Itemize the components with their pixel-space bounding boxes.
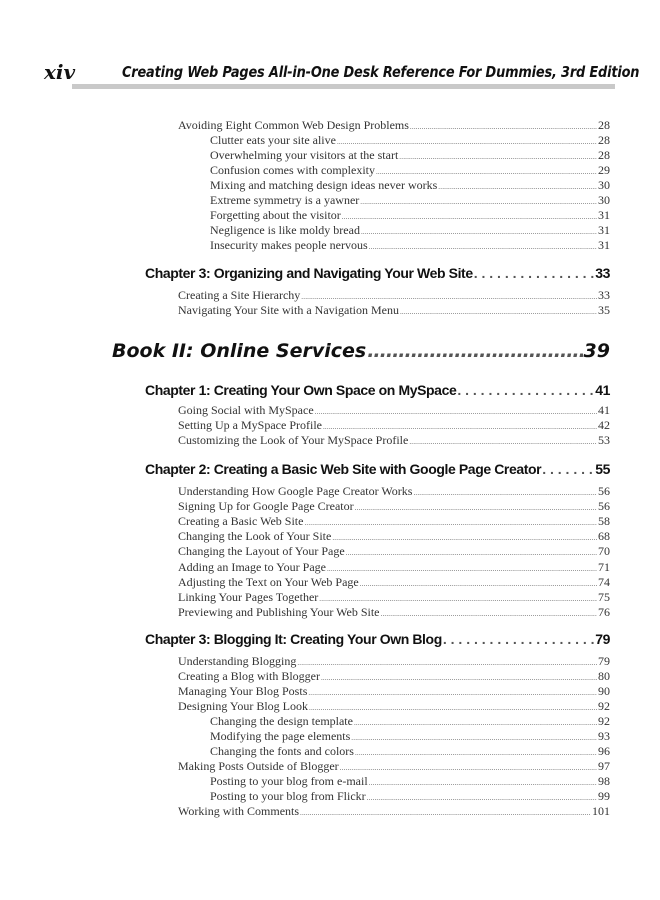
toc-page-number: 30 [598,193,610,207]
toc-label: Chapter 2: Creating a Basic Web Site with Google Page Creator [145,461,542,477]
toc-page-number: 76 [598,605,610,619]
dot-leader [309,704,597,712]
toc-page-number: 42 [598,418,610,432]
toc-label: Adding an Image to Your Page [178,560,326,574]
dot-leader [369,243,597,251]
toc-label: Navigating Your Site with a Navigation Menu [178,303,399,317]
toc-label: Making Posts Outside of Blogger [178,759,339,773]
toc-page-number: 71 [598,560,610,574]
toc-label: Changing the design template [210,714,353,728]
toc-page-number: 55 [595,461,610,477]
toc-subentry [210,148,610,163]
dot-leader [346,549,597,557]
dot-leader [301,293,597,301]
toc-label: Understanding Blogging [178,654,297,668]
toc-page-number: 97 [598,759,610,773]
toc-label: Signing Up for Google Page Creator [178,499,354,513]
toc-entry [178,288,610,303]
toc-entry [178,575,610,590]
toc-label: Changing the Look of Your Site [178,529,332,543]
dot-leader [376,168,597,176]
dot-leader [457,382,594,398]
dot-leader [351,734,597,742]
toc-page-number: 39 [583,340,610,362]
dot-leader [400,308,597,316]
toc-label: Setting Up a MySpace Profile [178,418,322,432]
toc-entry [178,605,610,620]
toc-label: Linking Your Pages Together [178,590,319,604]
toc-label: Going Social with MySpace [178,403,314,417]
dot-leader [367,794,597,802]
toc-page-number: 96 [598,744,610,758]
toc-label: Creating a Site Hierarchy [178,288,301,302]
toc-page-number: 75 [598,590,610,604]
toc-label: Chapter 3: Organizing and Navigating Your Web Site [145,265,473,281]
toc-page-number: 93 [598,729,610,743]
toc-subentry [210,238,610,253]
toc-page-number: 33 [598,288,610,302]
page-number: xiv [44,60,76,84]
dot-leader [367,340,582,362]
header-rule [72,84,615,89]
toc-label: Previewing and Publishing Your Web Site [178,605,380,619]
toc-entry [178,499,610,514]
toc-label: Customizing the Look of Your MySpace Profile [178,433,409,447]
toc-page-number: 99 [598,789,610,803]
toc-page-number: 28 [598,148,610,162]
toc-page-number: 90 [598,684,610,698]
toc-entry [178,590,610,605]
toc-entry [178,684,610,699]
toc-label: Confusion comes with complexity [210,163,375,177]
dot-leader [355,749,597,757]
toc-page-number: 41 [595,382,610,398]
toc-subentry [210,133,610,148]
toc-label: Creating a Basic Web Site [178,514,304,528]
toc-entry [178,529,610,544]
toc-label: Forgetting about the visitor [210,208,341,222]
toc-label: Understanding How Google Page Creator Works [178,484,413,498]
toc-chapter-heading [145,631,610,649]
toc-page-number: 31 [598,208,610,222]
running-title: Creating Web Pages All-in-One Desk Reference For Dummies, 3rd Edition [122,63,640,81]
toc-entry [178,804,610,819]
toc-page-number: 33 [595,265,610,281]
toc-label: Book II: Online Services [112,340,367,362]
toc-book-heading [112,340,610,364]
toc-entry [178,484,610,499]
dot-leader [399,153,597,161]
dot-leader [319,595,597,603]
dot-leader [413,489,597,497]
dot-leader [327,565,597,573]
toc-page-number: 68 [598,529,610,543]
dot-leader [438,183,597,191]
toc-label: Extreme symmetry is a yawner [210,193,360,207]
toc-subentry [210,193,610,208]
toc-subentry [210,223,610,238]
dot-leader [361,228,597,236]
toc-label: Managing Your Blog Posts [178,684,308,698]
dot-leader [297,659,597,667]
toc-page-number: 92 [598,699,610,713]
toc-subentry [210,774,610,789]
toc-entry [178,433,610,448]
toc-page-number: 79 [598,654,610,668]
toc-label: Chapter 1: Creating Your Own Space on MySpace [145,382,457,398]
dot-leader [360,580,597,588]
toc-label: Modifying the page elements [210,729,351,743]
toc-page-number: 31 [598,223,610,237]
toc-entry [178,418,610,433]
toc-page-number: 53 [598,433,610,447]
toc-page-number: 29 [598,163,610,177]
toc-label: Designing Your Blog Look [178,699,309,713]
toc-page-number: 74 [598,575,610,589]
dot-leader [360,198,597,206]
toc-page-number: 101 [592,804,610,818]
dot-leader [308,689,597,697]
dot-leader [340,764,597,772]
toc-chapter-heading [145,265,610,283]
toc-subentry [210,714,610,729]
toc-label: Creating a Blog with Blogger [178,669,320,683]
dot-leader [300,809,591,817]
toc-page-number: 28 [598,133,610,147]
toc-label: Posting to your blog from Flickr [210,789,366,803]
toc-subentry [210,163,610,178]
toc-chapter-heading [145,382,610,400]
toc-page-number: 35 [598,303,610,317]
toc-page-number: 41 [598,403,610,417]
dot-leader [342,213,597,221]
dot-leader [323,423,597,431]
toc-entry [178,759,610,774]
toc-entry [178,118,610,133]
toc-entry [178,303,610,318]
toc-entry [178,654,610,669]
toc-label: Negligence is like moldy bread [210,223,360,237]
toc-page-number: 56 [598,499,610,513]
toc-label: Changing the Layout of Your Page [178,544,345,558]
toc-entry [178,403,610,418]
toc-page-number: 80 [598,669,610,683]
toc-label: Working with Comments [178,804,300,818]
dot-leader [354,719,597,727]
toc-page-number: 58 [598,514,610,528]
toc-subentry [210,208,610,223]
dot-leader [369,779,597,787]
dot-leader [332,534,597,542]
toc-chapter-heading [145,461,610,479]
dot-leader [355,504,597,512]
toc-subentry [210,789,610,804]
toc-subentry [210,729,610,744]
dot-leader [410,123,597,131]
toc-page-number: 79 [595,631,610,647]
toc-entry [178,514,610,529]
toc-page-number: 98 [598,774,610,788]
toc-label: Mixing and matching design ideas never works [210,178,438,192]
dot-leader [474,265,595,281]
toc-label: Clutter eats your site alive [210,133,336,147]
toc-label: Posting to your blog from e-mail [210,774,368,788]
toc-entry [178,544,610,559]
dot-leader [443,631,594,647]
toc-label: Changing the fonts and colors [210,744,354,758]
toc-label: Overwhelming your visitors at the start [210,148,399,162]
dot-leader [542,461,594,477]
dot-leader [381,610,598,618]
dot-leader [321,674,597,682]
toc-subentry [210,744,610,759]
toc-subentry [210,178,610,193]
toc-entry [178,669,610,684]
toc-label: Avoiding Eight Common Web Design Problems [178,118,409,132]
toc-page-number: 31 [598,238,610,252]
dot-leader [304,519,597,527]
dot-leader [409,438,597,446]
dot-leader [337,138,597,146]
toc-entry [178,699,610,714]
toc-page-number: 56 [598,484,610,498]
toc-page-number: 70 [598,544,610,558]
dot-leader [315,408,597,416]
toc-label: Chapter 3: Blogging It: Creating Your Own Blog [145,631,442,647]
toc-entry [178,560,610,575]
toc-label: Insecurity makes people nervous [210,238,368,252]
toc-page-number: 28 [598,118,610,132]
toc-page-number: 30 [598,178,610,192]
toc-page-number: 92 [598,714,610,728]
toc-label: Adjusting the Text on Your Web Page [178,575,359,589]
